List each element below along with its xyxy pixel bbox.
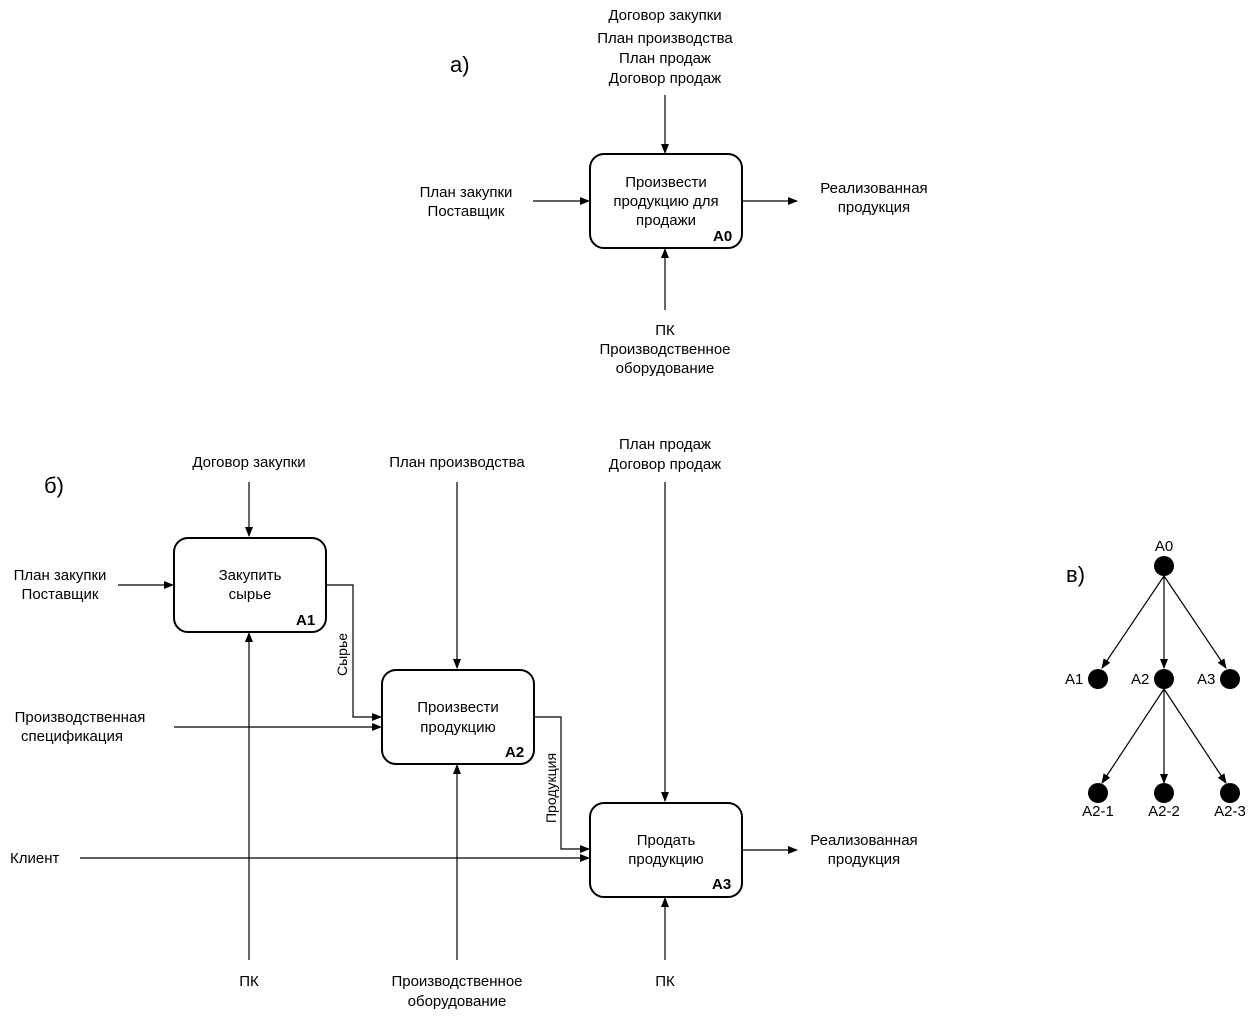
tree-node-a2-2-label: А2-2 xyxy=(1148,803,1180,820)
panel-b-title: б) xyxy=(44,473,64,498)
arrow-a1-a2-label: Сырье xyxy=(334,632,350,676)
tree-node-a2-3 xyxy=(1220,783,1240,803)
control3-label xyxy=(609,436,721,473)
svg-text:План закупки: План закупки xyxy=(13,567,107,584)
tree-node-a1-label: А1 xyxy=(1065,671,1084,688)
panel-a-input-label xyxy=(420,184,513,220)
input1-label xyxy=(14,567,107,603)
svg-text:продукция: продукция xyxy=(827,851,901,868)
tree-node-a0 xyxy=(1154,556,1174,576)
svg-text:Произвести: Произвести xyxy=(417,699,499,716)
svg-text:сырье: сырье xyxy=(228,586,272,603)
svg-text:Реализованная: Реализованная xyxy=(820,180,928,197)
tree-edge-a0-a1 xyxy=(1102,576,1164,668)
svg-text:Производственное: Производственное xyxy=(599,341,731,358)
input3-label: Клиент xyxy=(10,850,60,867)
svg-text:Реализованная: Реализованная xyxy=(810,832,918,849)
control2-label: План производства xyxy=(389,454,525,471)
svg-text:Договор продаж: Договор продаж xyxy=(608,70,722,87)
svg-text:оборудование: оборудование xyxy=(407,993,507,1010)
svg-text:Продать: Продать xyxy=(636,832,696,849)
box-a0-code: А0 xyxy=(713,228,733,245)
svg-text:Поставщик: Поставщик xyxy=(21,586,99,603)
svg-text:План закупки: План закупки xyxy=(419,184,513,201)
tree-node-a2-1-label: А2-1 xyxy=(1082,803,1114,820)
panel-b xyxy=(10,436,918,1010)
tree-node-a3 xyxy=(1220,669,1240,689)
svg-text:Закупить: Закупить xyxy=(218,567,282,584)
svg-text:Договор закупки: Договор закупки xyxy=(608,7,722,24)
panel-a-title: а) xyxy=(450,52,470,77)
box-a1-code: А1 xyxy=(296,612,316,629)
svg-text:оборудование: оборудование xyxy=(615,360,715,377)
svg-text:Договор продаж: Договор продаж xyxy=(608,456,722,473)
tree-node-a0-label: А0 xyxy=(1154,538,1174,555)
svg-text:Поставщик: Поставщик xyxy=(427,203,505,220)
svg-text:продукцию: продукцию xyxy=(628,851,704,868)
panel-c-title: в) xyxy=(1066,562,1086,587)
mech2-label xyxy=(391,973,522,1010)
panel-b-output-label xyxy=(810,832,917,868)
tree-node-a2-label: А2 xyxy=(1131,671,1150,688)
tree-node-a1 xyxy=(1088,669,1108,689)
control1-label: Договор закупки xyxy=(192,454,306,471)
svg-text:План продаж: План продаж xyxy=(619,50,711,67)
panel-a xyxy=(420,7,928,377)
panel-a-mechanism-label xyxy=(599,322,730,377)
svg-text:продукция: продукция xyxy=(837,199,911,216)
svg-text:ПК: ПК xyxy=(655,322,675,339)
svg-text:План продаж: План продаж xyxy=(619,436,711,453)
input2-label xyxy=(15,709,146,745)
arrow-a2-a3-label: Продукция xyxy=(543,752,559,823)
svg-text:спецификация: спецификация xyxy=(21,728,123,745)
svg-text:продукцию для: продукцию для xyxy=(613,193,719,210)
panel-c xyxy=(1065,538,1246,820)
tree-node-a2 xyxy=(1154,669,1174,689)
mech1-label: ПК xyxy=(239,973,259,990)
tree-edge-a2-a21 xyxy=(1102,689,1164,783)
box-a2-code: А2 xyxy=(505,744,525,761)
svg-text:План производства: План производства xyxy=(597,30,733,47)
svg-text:Производственная: Производственная xyxy=(14,709,146,726)
tree-node-a2-1 xyxy=(1088,783,1108,803)
svg-text:Произвести: Произвести xyxy=(625,174,707,191)
svg-text:продукцию: продукцию xyxy=(420,719,496,736)
box-a3-code: А3 xyxy=(712,876,732,893)
tree-edge-a2-a23 xyxy=(1164,689,1226,783)
panel-a-control-label xyxy=(597,7,733,87)
tree-edge-a0-a3 xyxy=(1164,576,1226,668)
svg-text:Производственное: Производственное xyxy=(391,973,523,990)
tree-node-a2-3-label: А2-3 xyxy=(1214,803,1246,820)
tree-node-a2-2 xyxy=(1154,783,1174,803)
svg-text:продажи: продажи xyxy=(636,212,696,229)
panel-a-output-label xyxy=(820,180,927,216)
mech3-label: ПК xyxy=(655,973,675,990)
tree-node-a3-label: А3 xyxy=(1197,671,1216,688)
